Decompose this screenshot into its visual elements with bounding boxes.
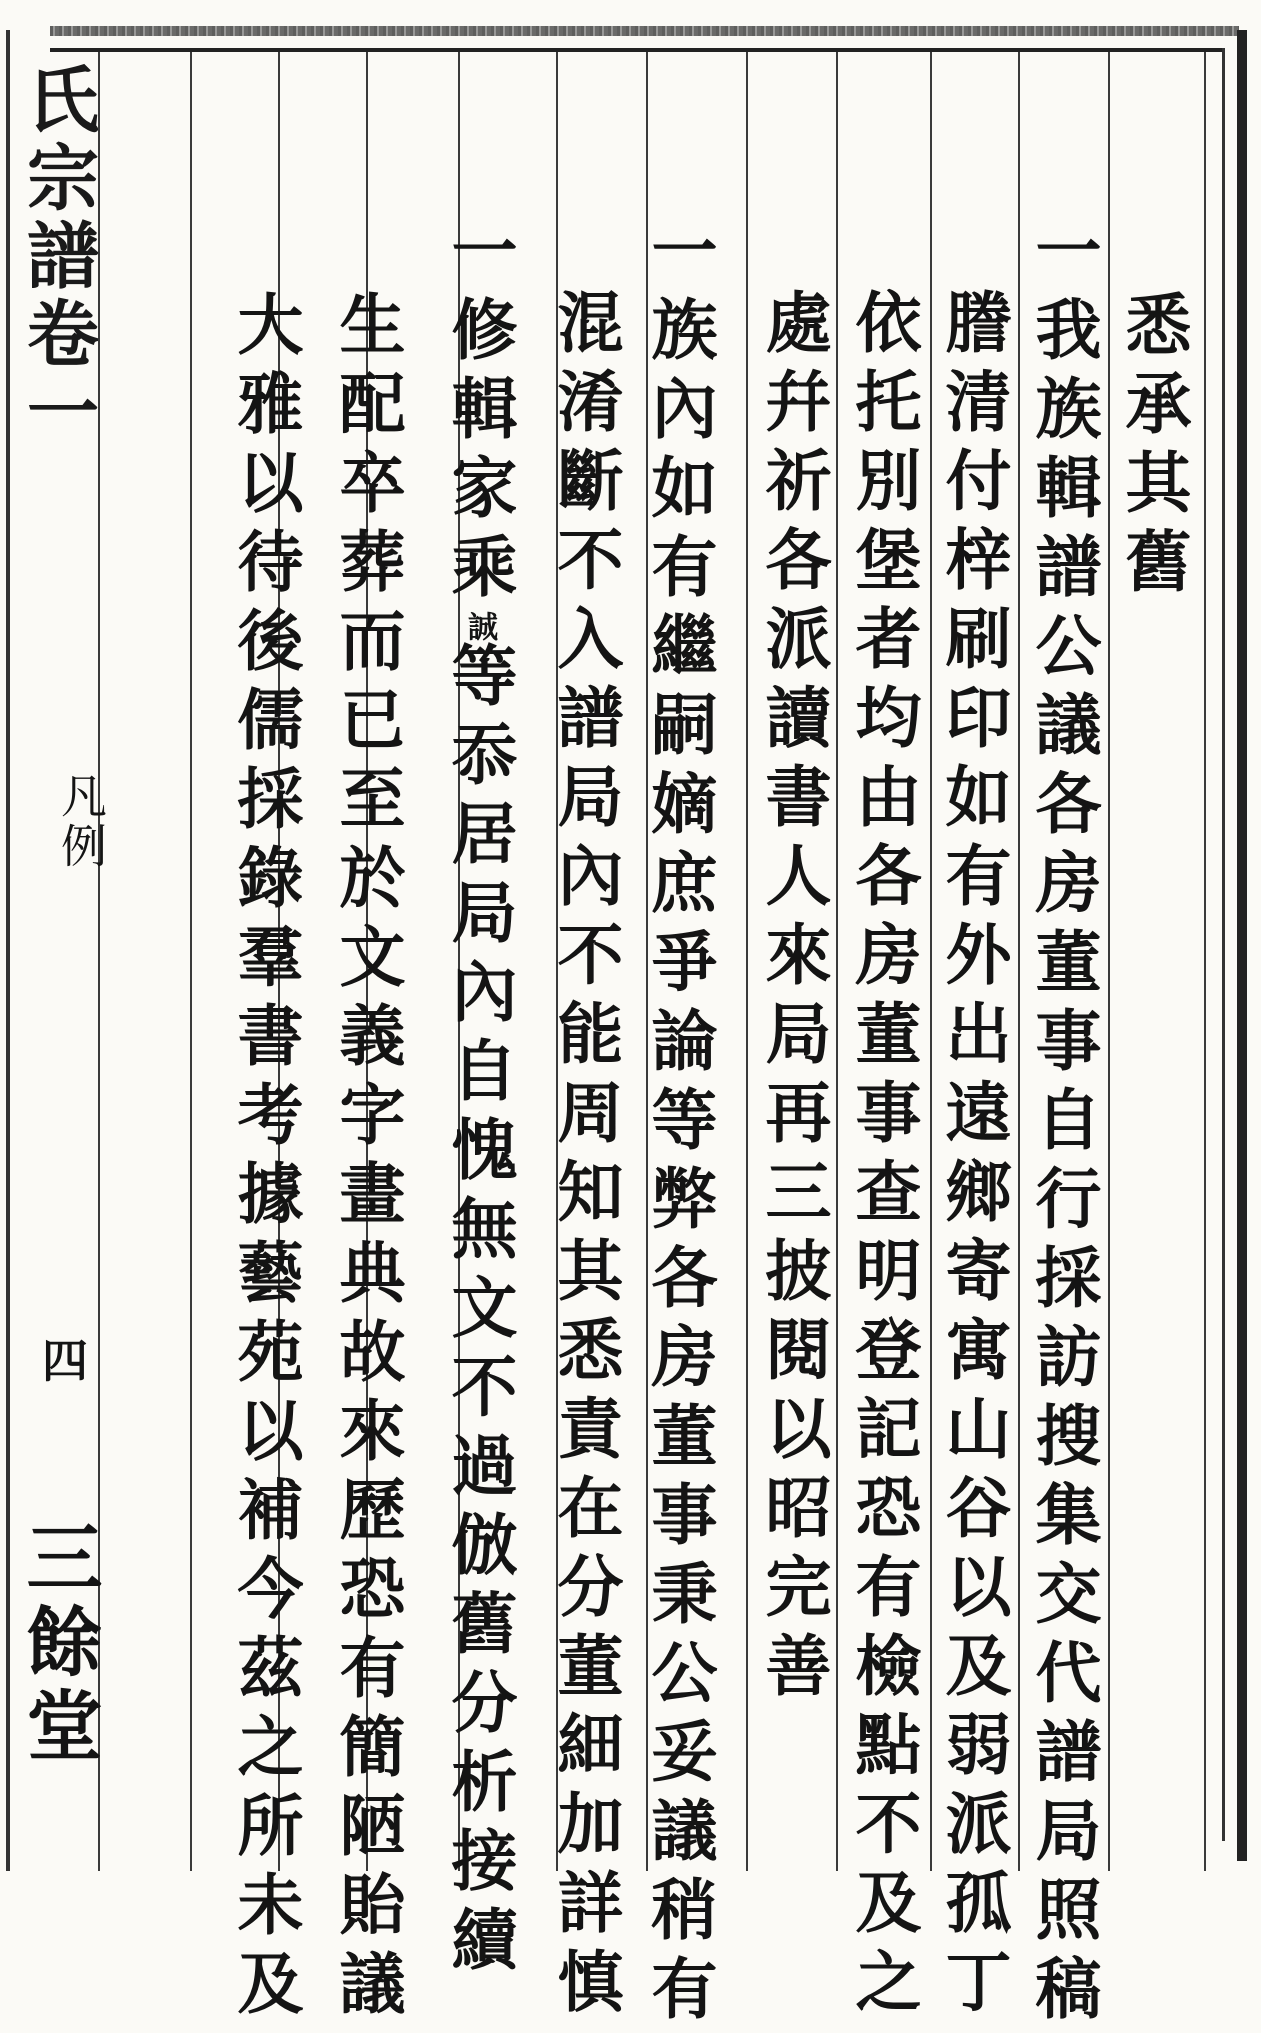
top-border (50, 26, 1239, 36)
hall-name: 三餘堂 (14, 1518, 103, 1770)
right-border (1237, 30, 1247, 1861)
text-column-3: 謄清付梓刷印如有外出遠鄉寄寓山谷以及弱派孤丁 (934, 288, 1012, 2026)
page-number: 四 (42, 1334, 88, 1388)
book-title: 氏宗譜卷一 (15, 62, 100, 452)
text-column-9: 生配卒葬而已至於文義字畫典故來歷恐有簡陋貽議 (328, 290, 406, 2028)
column-rule (836, 52, 838, 1871)
text-column-7: 混淆斷不入譜局內不能周知其悉責在分董細加詳慎 (546, 288, 624, 2026)
column-8-text-b: 等忝居局內自愧無文不過倣舊分析接續 (440, 641, 518, 1984)
column-8-text-a: 一修輯家乘 (440, 216, 518, 611)
column-rule (190, 52, 192, 1871)
top-inner-border (50, 48, 1225, 52)
column-rule (930, 52, 932, 1871)
text-column-10: 大雅以待後儒採錄羣書考據藝苑以補今茲之所未及 (226, 290, 304, 2028)
text-column-4: 依托別堡者均由各房董事查明登記恐有檢點不及之 (844, 288, 922, 2026)
column-rule (1108, 52, 1110, 1871)
right-inner-border (1222, 48, 1225, 1841)
text-column-6: 一族內如有繼嗣嫡庶爭論等弊各房董事秉公妥議稍有 (640, 216, 718, 2033)
text-column-8 (440, 216, 518, 1984)
text-column-2: 一我族輯譜公議各房董事自行採訪搜集交代譜局照稿 (1024, 216, 1102, 2033)
column-rule (1204, 52, 1206, 1871)
text-column-5: 處幷祈各派讀書人來局再三披閱以昭完善 (754, 288, 832, 1710)
text-column-1: 悉承其舊 (1114, 290, 1192, 606)
column-rule (746, 52, 748, 1871)
interlinear-note: 誠 (462, 611, 497, 641)
column-rule (1018, 52, 1020, 1871)
section-label: 凡例 (54, 772, 108, 872)
